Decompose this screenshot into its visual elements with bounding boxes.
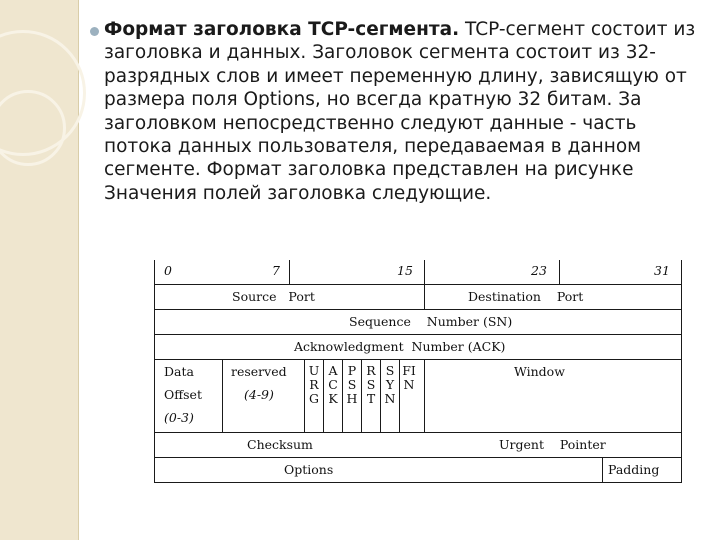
decorative-sidebar [0,0,79,540]
bit-label-7: 7 [272,263,280,278]
field-padding: Padding [608,462,660,477]
bit-label-0: 0 [164,263,172,278]
field-reserved-bits: (4-9) [244,387,274,402]
flag-syn: SYN [384,363,396,406]
field-sequence-number: Sequence Number (SN) [349,314,513,329]
field-data-offset-label: Data [164,364,194,379]
field-destination-port: Destination Port [468,289,584,304]
bullet-icon [90,27,99,36]
field-urgent-pointer: Urgent Pointer [499,437,606,452]
paragraph [104,18,704,205]
flag-psh: PSH [346,363,358,406]
flag-urg: URG [308,363,320,406]
field-checksum: Checksum [247,437,313,452]
paragraph-lead: Формат заголовка TCP-сегмента. [104,19,460,40]
field-window: Window [514,364,565,379]
field-source-port: Source Port [232,289,315,304]
bit-label-31: 31 [654,263,670,278]
field-acknowledgment-number: Acknowledgment Number (ACK) [294,339,506,354]
tcp-header-diagram [154,260,682,483]
field-data-offset-bits: (0-3) [164,410,194,425]
paragraph-body: TCP-сегмент состоит из заголовка и данных. Заголовок сегмента состоит из 32-разрядных слов и имеет переменную длину, зависящую от размера поля Options, но всегда кратную 32 битам. За заголовком непосредственно следуют данные - часть потока данных пользователя, передаваемая в данном сегменте. Формат заголовка представлен на рисунке Значения полей заголовка следующие. [104,19,696,204]
flag-fin: FIN [402,363,416,392]
flag-rst: RST [366,363,376,406]
bit-label-23: 23 [531,263,547,278]
field-reserved: reserved [231,364,287,379]
bit-label-15: 15 [397,263,413,278]
field-data-offset-label-2: Offset [164,387,202,402]
field-options: Options [284,462,334,477]
flag-ack: ACK [328,363,338,406]
